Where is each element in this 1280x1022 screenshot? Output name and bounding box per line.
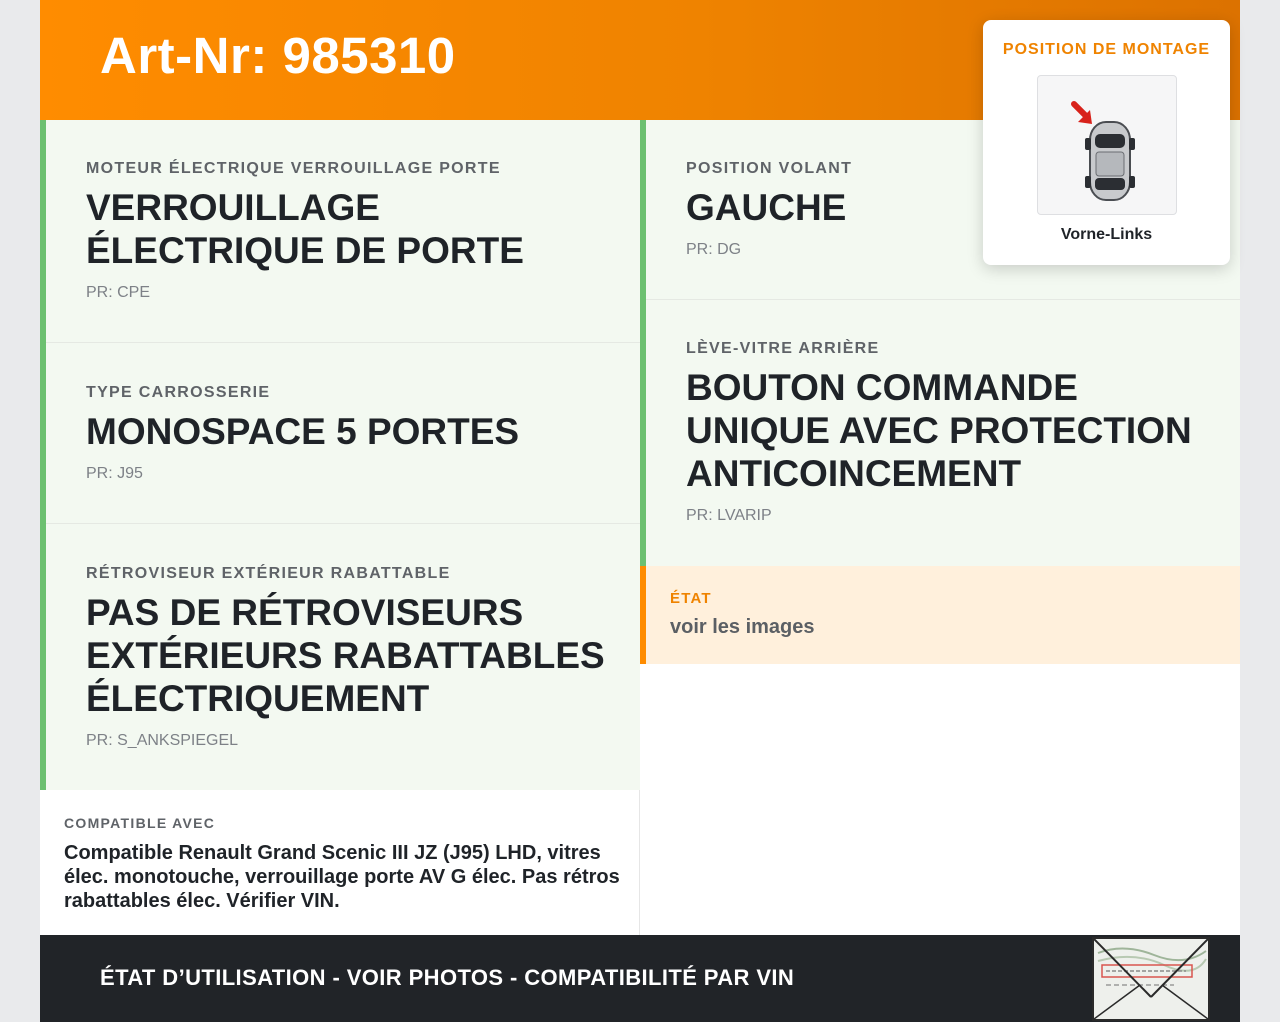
field-label: MOTEUR ÉLECTRIQUE VERROUILLAGE PORTE	[86, 160, 501, 177]
field-label: RÉTROVISEUR EXTÉRIEUR RABATTABLE	[86, 565, 451, 582]
compatibility-text: Compatible Renault Grand Scenic III JZ (J95) LHD, vitres élec. monotouche, verrouillage porte AV G élec. Pas rétros rabattables élec. Vérifier VIN.	[64, 842, 620, 912]
field-pr-code: PR: CPE	[86, 284, 151, 301]
field-pr-code: PR: DG	[686, 241, 742, 258]
mount-position-caption: Vorne-Links	[1060, 226, 1153, 243]
footer-bar	[40, 935, 1240, 1022]
field-value: PAS DE RÉTROVISEURS EXTÉRIEURS RABATTABLES ÉLECTRIQUEMENT	[86, 592, 605, 719]
mount-position-card	[983, 20, 1230, 265]
field-pr-code: PR: LVARIP	[686, 507, 772, 524]
condition-text: voir les images	[670, 616, 815, 638]
vin-plate-thumbnail	[1092, 937, 1210, 1021]
field-pr-code: PR: J95	[86, 465, 143, 482]
condition-label: ÉTAT	[670, 590, 712, 607]
mount-position-title: POSITION DE MONTAGE	[1002, 41, 1211, 58]
field-pr-code: PR: S_ANKSPIEGEL	[86, 732, 239, 749]
footer-text: ÉTAT D’UTILISATION - VOIR PHOTOS - COMPATIBILITÉ PAR VIN	[100, 965, 795, 990]
field-door-lock	[40, 120, 640, 343]
field-value: GAUCHE	[686, 187, 847, 228]
field-value: VERROUILLAGE ÉLECTRIQUE DE PORTE	[86, 187, 524, 271]
field-label: LÈVE-VITRE ARRIÈRE	[686, 340, 880, 357]
compatibility-label: COMPATIBLE AVEC	[64, 815, 216, 831]
field-value: BOUTON COMMANDE UNIQUE AVEC PROTECTION ANTICOINCEMENT	[686, 367, 1192, 494]
car-top-view-image	[1037, 75, 1177, 215]
field-mirror	[40, 524, 640, 790]
car-top-view-icon	[1038, 76, 1176, 214]
condition-box	[640, 566, 1240, 664]
field-value: MONOSPACE 5 PORTES	[86, 411, 520, 452]
article-number-title: Art-Nr: 985310	[100, 27, 456, 84]
field-label: TYPE CARROSSERIE	[86, 384, 271, 401]
compatibility-box	[40, 790, 640, 935]
field-rear-window	[640, 300, 1240, 566]
vin-plate-icon	[1094, 939, 1208, 1019]
field-label: POSITION VOLANT	[686, 160, 853, 177]
field-body-type	[40, 343, 640, 524]
